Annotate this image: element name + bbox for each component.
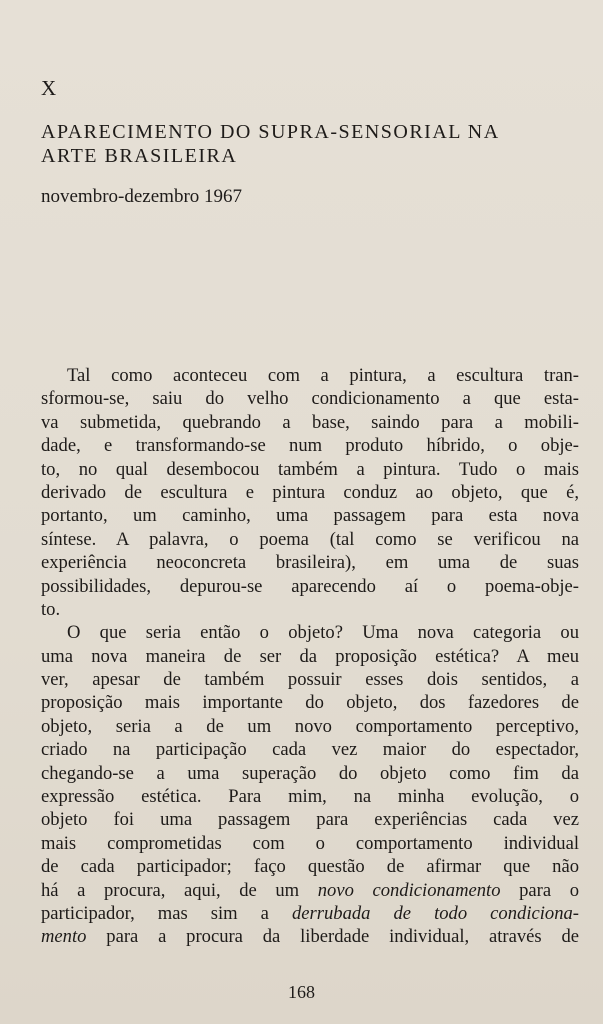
chapter-title-line: APARECIMENTO DO SUPRA-SENSORIAL NA: [41, 121, 500, 143]
text-line: expressão estética. Para mim, na minha evolução, o: [41, 786, 579, 808]
text-line: objeto foi uma passagem para experiências cada vez: [41, 809, 579, 831]
text-line: derivado de escultura e pintura conduz ao objeto, que é,: [41, 481, 579, 503]
italic-phrase: mento: [41, 926, 87, 948]
text-line: dade, e transformando-se num produto híbrido, o obje-: [41, 435, 579, 457]
text-line: síntese. A palavra, o poema (tal como se verificou na: [41, 528, 579, 550]
text-line: [41, 902, 579, 925]
text-line: proposição mais importante do objeto, dos fazedores de: [41, 692, 579, 714]
chapter-number: X: [41, 76, 58, 100]
text-line: de cada participador; faço questão de afirmar que não: [41, 856, 579, 878]
text-line: va submetida, quebrando a base, saindo para a mobili-: [41, 411, 579, 433]
chapter-title-line: ARTE BRASILEIRA: [41, 145, 238, 167]
text-line: criado na participação cada vez maior do espectador,: [41, 739, 579, 761]
italic-phrase: novo condicionamento: [317, 879, 501, 901]
text-run: participador, mas sim a: [41, 902, 292, 924]
text-line: Tal como aconteceu com a pintura, a escultura tran-: [67, 365, 579, 386]
text-line: possibilidades, depurou-se aparecendo aí o poema-obje-: [41, 575, 579, 597]
text-line: sformou-se, saiu do velho condicionamento a que esta-: [41, 388, 579, 410]
body-text: [41, 364, 579, 949]
text-line: to.: [41, 598, 61, 620]
text-line: ver, apesar de também possuir esses dois sentidos, a: [41, 669, 579, 691]
text-line: objeto, seria a de um novo comportamento perceptivo,: [41, 715, 579, 737]
text-line: [41, 925, 579, 948]
text-line: O que seria então o objeto? Uma nova categoria ou: [67, 622, 579, 644]
italic-phrase: derrubada de todo condiciona-: [291, 902, 579, 924]
text-run: para o: [500, 879, 579, 901]
text-line: portanto, um caminho, uma passagem para esta nova: [41, 505, 579, 527]
page-number: 168: [288, 982, 315, 1002]
chapter-title: [41, 120, 581, 168]
text-run: há a procura, aqui, de um: [41, 879, 318, 901]
text-run: para a procura da liberdade individual, através de: [86, 926, 579, 948]
chapter-date: novembro-dezembro 1967: [41, 186, 243, 207]
text-line: [41, 879, 579, 902]
text-line: mais comprometidas com o comportamento individual: [41, 832, 579, 854]
text-line: experiência neoconcreta brasileira), em uma de suas: [41, 552, 579, 574]
text-line: chegando-se a uma superação do objeto como fim da: [41, 762, 579, 784]
text-line: uma nova maneira de ser da proposição estética? A meu: [41, 645, 579, 667]
text-line: to, no qual desembocou também a pintura. Tudo o mais: [41, 458, 579, 480]
